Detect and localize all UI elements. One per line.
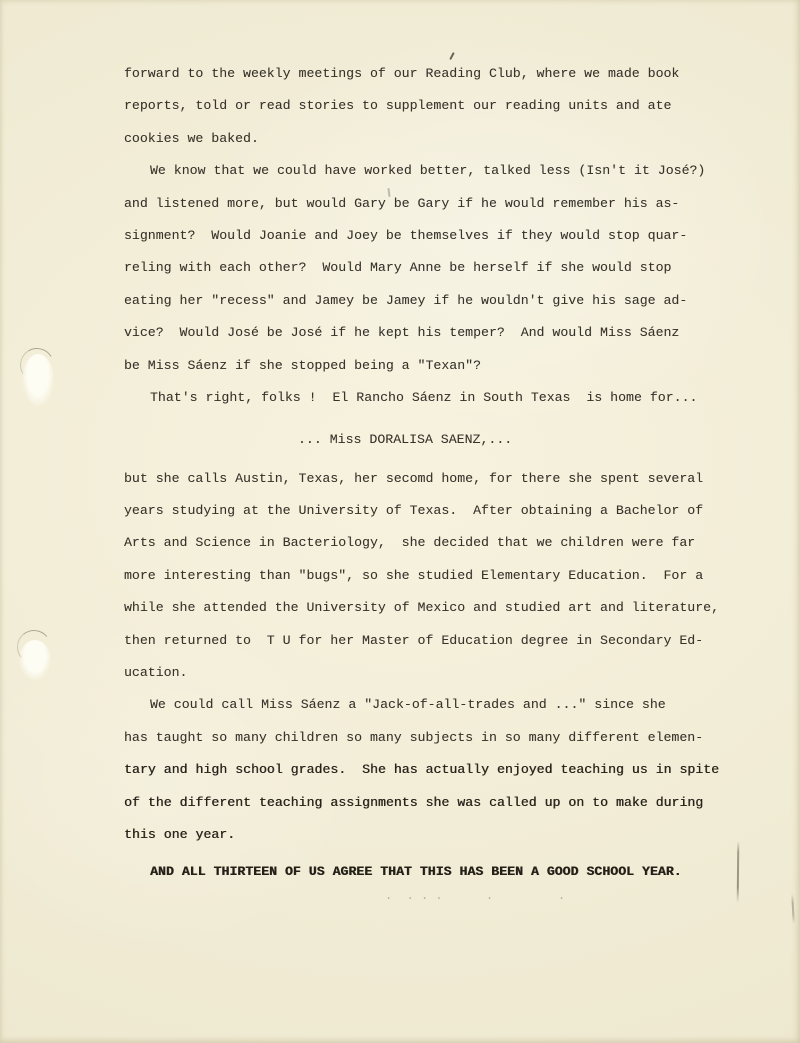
text-line: ucation. [124, 665, 188, 681]
text-line: this one year. [124, 826, 236, 842]
text-line: of the different teaching assignments she was called up on to make during [124, 794, 704, 810]
text-line: That's right, folks ! El Rancho Sáenz in South Texas is home for... [150, 389, 698, 405]
text-line: vice? Would José be José if he kept his temper? And would Miss Sáenz [124, 325, 680, 341]
text-line: has taught so many children so many subjects in so many different elemen- [124, 729, 704, 745]
text-line: and listened more, but would Gary be Gary if he would remember his as- [124, 195, 680, 211]
text-line: signment? Would Joanie and Joey be themselves if they would stop quar- [124, 227, 688, 243]
text-line: be Miss Sáenz if she stopped being a "Texan"? [124, 357, 482, 373]
hole-punch-impression-bottom [15, 630, 59, 690]
text-line: tary and high school grades. She has actually enjoyed teaching us in spite [124, 762, 720, 778]
text-line: Arts and Science in Bacteriology, she decided that we children were far [124, 535, 696, 551]
hole-punch-arc [15, 628, 52, 665]
text-line: then returned to T U for her Master of Education degree in Secondary Ed- [124, 632, 704, 648]
faint-dots-row: . . . . . . [385, 889, 566, 903]
hole-punch-highlight [19, 640, 51, 680]
text-line: but she calls Austin, Texas, her secomd home, for there she spent several [124, 470, 704, 486]
text-line: reling with each other? Would Mary Anne be herself if she would stop [124, 260, 672, 276]
text-line: We know that we could have worked better, talked less (Isn't it José?) [150, 163, 706, 179]
hole-punch-impression-top [18, 348, 62, 418]
pencil-mark-page-edge [791, 894, 795, 924]
text-line: reports, told or read stories to supplement our reading units and ate [124, 98, 672, 114]
text-line: eating her "recess" and Jamey be Jamey if he wouldn't give his sage ad- [124, 292, 688, 308]
text-line: more interesting than "bugs", so she studied Elementary Education. For a [124, 567, 704, 583]
hole-punch-highlight [22, 354, 54, 406]
text-line: while she attended the University of Mexico and studied art and literature, [124, 600, 720, 616]
hole-punch-arc [16, 344, 57, 385]
text-line: years studying at the University of Texas. After obtaining a Bachelor of [124, 503, 704, 519]
text-line: We could call Miss Sáenz a "Jack-of-all-trades and ..." since she [150, 697, 666, 713]
pencil-mark-vertical [737, 841, 739, 903]
document-text [124, 58, 736, 889]
text-line: cookies we baked. [124, 130, 259, 146]
text-line: AND ALL THIRTEEN OF US AGREE THAT THIS HAS BEEN A GOOD SCHOOL YEAR. [150, 864, 682, 880]
text-line: ... Miss DORALISA SAENZ,... [298, 432, 513, 448]
text-line: forward to the weekly meetings of our Reading Club, where we made book [124, 66, 680, 81]
